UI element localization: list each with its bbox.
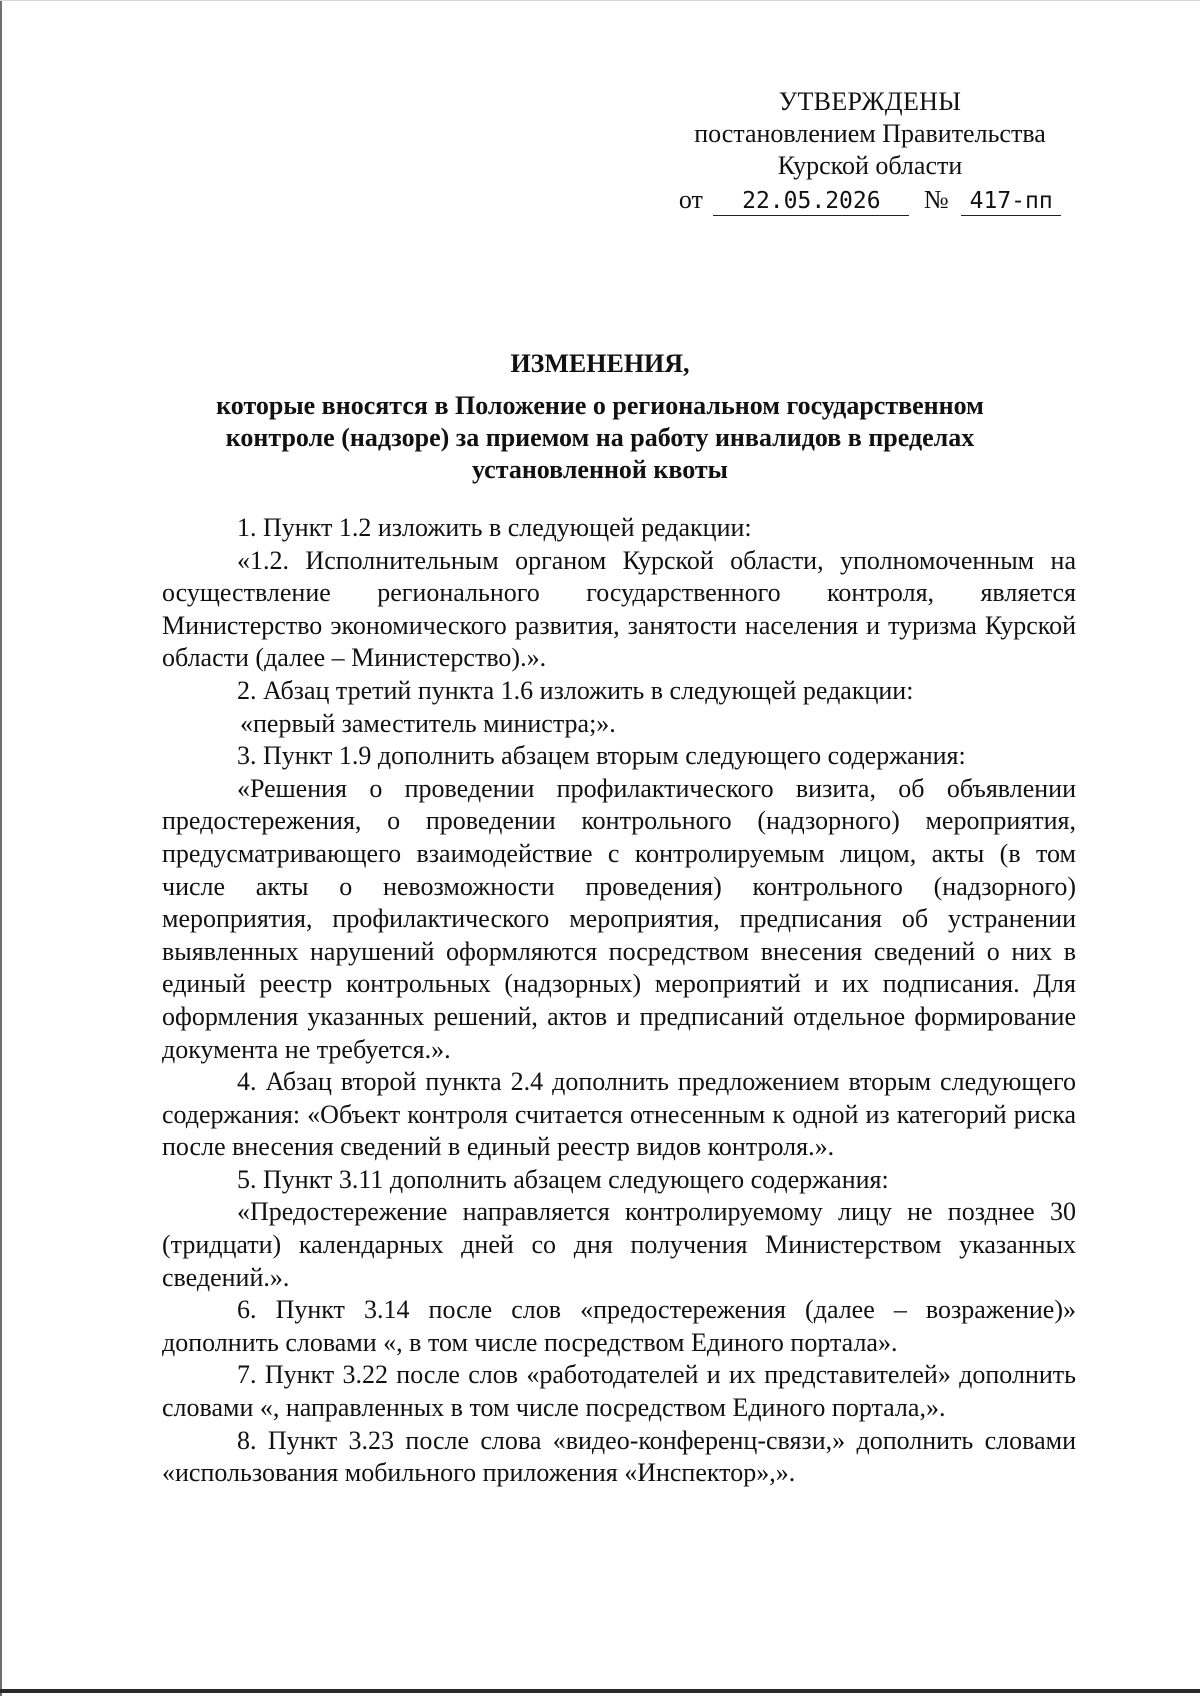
paragraph-3-quote: «Решения о проведении профилактического визита, об объявлении предостережения, о проведении контрольного (надзорного) мероприятия, предусматривающего взаимодействие с контролируемым лицом, акты (в том числе акты о невозможности проведения) контрольного (надзорного) мероприятия, профилактического мероприятия, предписания об устранении выявленных нарушений оформляются посредством внесения сведений о них в единый реестр контрольных (надзорных) мероприятий и их подписания. Для оформления указанных решений, актов и предписаний отдельное формирование документа не требуется.». [162, 773, 1076, 1064]
number-sign: № [923, 185, 949, 214]
approval-line-1: постановлением Правительства [694, 119, 1046, 148]
paragraph-2-quote: «первый заместитель министра;». [240, 708, 616, 738]
paragraph-5-quote: «Предостережение направляется контролируемому лицу не позднее 30 (тридцати) календарных дней со дня получения Министерством указанных сведений.». [162, 1197, 1076, 1292]
document-heading [170, 348, 1030, 486]
approval-stamp-block [660, 86, 1080, 216]
document-subtitle: которые вносятся в Положение о региональном государственном контроле (надзоре) за приемом на работу инвалидов в пределах установленной квоты [216, 391, 984, 484]
paragraph-4: 4. Абзац второй пункта 2.4 дополнить предложением вторым следующего содержания: «Объект контроля считается отнесенным к одной из категорий риска после внесения сведений в единый реестр видов контроля.». [162, 1067, 1076, 1162]
approval-number: 417-пп [961, 187, 1061, 216]
paragraph-1: 1. Пункт 1.2 изложить в следующей редакции: [237, 513, 752, 542]
paragraph-6: 6. Пункт 3.14 после слов «предостережения (далее – возражение)» дополнить словами «, в том числе посредством Единого портала». [162, 1295, 1076, 1357]
scan-edge-left [0, 0, 2, 1696]
paragraph-1-quote: «1.2. Исполнительным органом Курской области, уполномоченным на осуществление регионального государственного контроля, является Министерство экономического развития, занятости населения и туризма Курской области (далее – Министерство).». [162, 545, 1076, 673]
approval-date: 22.05.2026 [713, 187, 909, 216]
approval-title: УТВЕРЖДЕНЫ [778, 87, 962, 116]
scan-edge-bottom [0, 1689, 1200, 1693]
paragraph-5: 5. Пункт 3.11 дополнить абзацем следующего содержания: [237, 1164, 889, 1194]
scan-edge-top [0, 0, 1200, 1]
document-body [162, 512, 1076, 1490]
paragraph-7: 7. Пункт 3.22 после слов «работодателей и их представителей» дополнить словами «, направленных в том числе посредством Единого портала,». [162, 1360, 1076, 1423]
approval-date-row [660, 184, 1080, 216]
paragraph-2: 2. Абзац третий пункта 1.6 изложить в следующей редакции: [237, 675, 914, 705]
document-title: ИЗМЕНЕНИЯ, [510, 349, 690, 378]
date-prefix: от [678, 185, 703, 214]
paragraph-8: 8. Пункт 3.23 после слова «видео-конференц-связи,» дополнить словами «использования мобильного приложения «Инспектор»,». [162, 1425, 1076, 1488]
approval-line-2: Курской области [777, 151, 963, 180]
paragraph-3: 3. Пункт 1.9 дополнить абзацем вторым следующего содержания: [237, 741, 966, 771]
